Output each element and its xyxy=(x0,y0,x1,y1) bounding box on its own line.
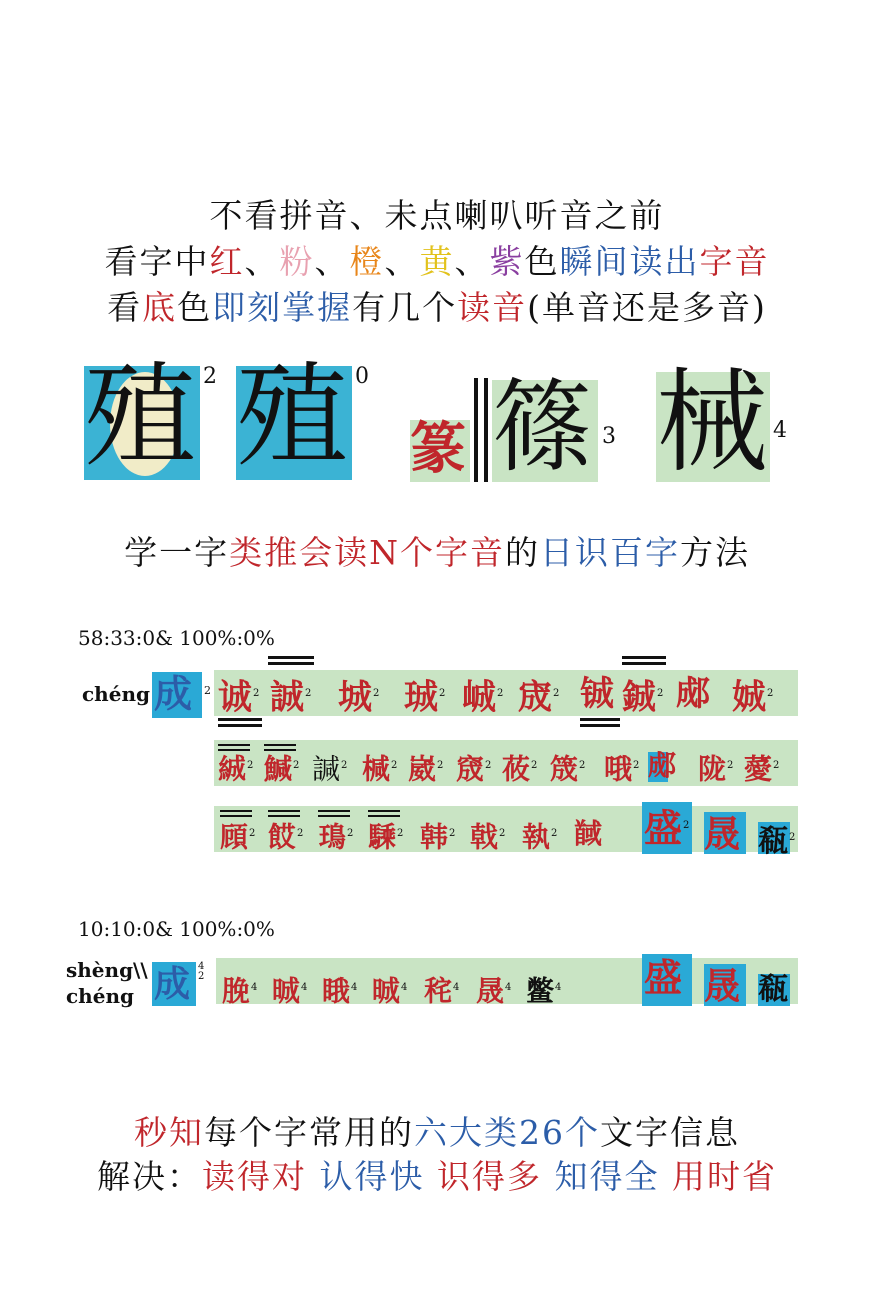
char-glyph: 絾 xyxy=(218,752,247,786)
blue-word: 日识百字 xyxy=(539,533,680,572)
char-glyph: 韩 xyxy=(420,820,449,854)
blue-word: 知得全 xyxy=(554,1157,660,1196)
group1-pinyin: chéng xyxy=(82,682,150,706)
char-glyph: 瓻 xyxy=(758,972,788,1007)
char-glyph: 鳿 xyxy=(318,820,347,854)
mark-3: 3 xyxy=(602,424,616,449)
char-glyph: 诚 xyxy=(218,677,252,718)
char xyxy=(644,804,689,851)
sep: 、 xyxy=(314,242,350,281)
text: 文字信息 xyxy=(600,1113,740,1152)
char-glyph: 晟 xyxy=(704,965,741,1007)
text: 色 xyxy=(524,242,560,281)
char xyxy=(758,968,788,1012)
text: 有几个 xyxy=(352,288,458,327)
char-glyph: 睋 xyxy=(322,974,351,1008)
char-glyph: 晟 xyxy=(704,813,741,855)
char-mark: 2 xyxy=(391,760,398,771)
blue-word: 认得快 xyxy=(319,1157,425,1196)
char-glyph: 城 xyxy=(338,677,372,718)
char-mark: 2 xyxy=(683,820,690,831)
char xyxy=(456,744,491,791)
char xyxy=(698,744,733,791)
overline xyxy=(268,662,314,665)
overline xyxy=(622,656,666,659)
char-mark: 2 xyxy=(297,828,304,839)
char xyxy=(424,966,459,1013)
divider-bar xyxy=(484,378,488,482)
char-mark: 2 xyxy=(789,832,796,843)
overline xyxy=(622,662,666,665)
char-glyph: 頋 xyxy=(220,820,249,854)
group2-pinyin-2: chéng xyxy=(66,984,134,1008)
char xyxy=(604,744,639,791)
char-glyph: 薆 xyxy=(744,752,773,786)
red-word: 读得对 xyxy=(202,1157,307,1196)
char-mark: 2 xyxy=(551,828,558,839)
overline xyxy=(218,724,262,727)
char-glyph: 瓻 xyxy=(758,824,788,859)
char xyxy=(732,672,773,719)
char-mark: 2 xyxy=(499,828,506,839)
char-mark: 2 xyxy=(727,760,734,771)
yellow-word: 黄 xyxy=(419,242,455,281)
orange-word: 橙 xyxy=(349,242,385,281)
char-glyph: 椷 xyxy=(362,752,391,786)
char-mark: 2 xyxy=(767,688,774,699)
char-mark: 2 xyxy=(347,828,354,839)
char-glyph: 鰔 xyxy=(264,752,293,786)
char-glyph: 餀 xyxy=(268,820,297,854)
char-mark: 4 xyxy=(505,982,512,993)
red-word: 红 xyxy=(209,242,245,281)
char-glyph: 晠 xyxy=(272,974,301,1008)
footer-line-1 xyxy=(0,1107,874,1154)
group1-head-mark: 2 xyxy=(204,684,211,697)
red-word: 识得多 xyxy=(437,1157,542,1196)
group2-head-marks xyxy=(198,962,204,982)
group2-stats: 10:10:0& 100%:0% xyxy=(78,917,275,941)
big-char-4: 械 xyxy=(656,358,768,488)
char-mark: 2 xyxy=(439,688,446,699)
text: 看字中 xyxy=(104,242,210,281)
char-mark: 2 xyxy=(249,828,256,839)
big-char-1: 殖 xyxy=(84,352,196,482)
red-word: 用时省 xyxy=(672,1157,777,1196)
sep: 、 xyxy=(384,242,420,281)
char-mark: 2 xyxy=(341,760,348,771)
divider-bar xyxy=(474,378,478,482)
char xyxy=(644,956,682,1000)
char-glyph: 鳖 xyxy=(526,974,555,1008)
char xyxy=(264,744,299,791)
char xyxy=(220,812,255,859)
char-mark: 2 xyxy=(449,828,456,839)
char-glyph: 盛 xyxy=(644,955,683,1000)
char-mark: 2 xyxy=(633,760,640,771)
pink-word: 粉 xyxy=(279,242,315,281)
char xyxy=(648,744,676,788)
red-word: 字音 xyxy=(699,242,770,281)
char-glyph: 晠 xyxy=(372,974,401,1008)
char xyxy=(462,672,503,719)
char xyxy=(518,672,559,719)
char xyxy=(676,672,710,716)
intro-line-2 xyxy=(0,236,874,283)
char xyxy=(744,744,779,791)
char-glyph: 戟 xyxy=(470,820,499,854)
char-mark: 2 xyxy=(579,760,586,771)
small-char: 篆 xyxy=(410,416,466,482)
overline xyxy=(268,656,314,659)
char xyxy=(550,744,585,791)
char-glyph: 脕 xyxy=(222,974,251,1008)
char-glyph: 秺 xyxy=(424,974,453,1008)
mark-bottom: 2 xyxy=(198,971,205,982)
char-glyph: 峸 xyxy=(462,677,496,718)
char xyxy=(704,964,740,1008)
char xyxy=(322,966,357,1013)
group1-stats: 58:33:0& 100%:0% xyxy=(78,626,275,650)
text: (单音还是多音) xyxy=(527,288,767,327)
char xyxy=(470,812,505,859)
text: 每个字常用的 xyxy=(204,1113,414,1152)
char-glyph: 窚 xyxy=(456,752,485,786)
big-char-3: 篠 xyxy=(492,369,592,486)
char xyxy=(318,812,353,859)
red-word: 秒知 xyxy=(134,1113,204,1152)
char-glyph: 馘 xyxy=(574,817,603,850)
char-glyph: 陇 xyxy=(698,752,727,786)
char-mark: 4 xyxy=(251,982,258,993)
char xyxy=(222,966,257,1013)
blue-word: 即刻掌握 xyxy=(212,288,353,327)
char-mark: 2 xyxy=(253,688,260,699)
purple-word: 紫 xyxy=(489,242,525,281)
char xyxy=(368,812,403,859)
char-glyph: 諴 xyxy=(312,752,341,786)
char-mark: 4 xyxy=(555,982,562,993)
sep: 、 xyxy=(244,242,280,281)
char xyxy=(476,966,511,1013)
char-glyph: 莜 xyxy=(502,752,531,786)
char-glyph: 珹 xyxy=(404,677,438,718)
overline xyxy=(580,718,620,721)
char xyxy=(522,812,557,859)
char xyxy=(270,672,311,719)
char xyxy=(218,672,259,719)
char-mark: 2 xyxy=(373,688,380,699)
char-glyph: 騬 xyxy=(368,820,397,854)
char-mark: 2 xyxy=(305,688,312,699)
char-mark: 2 xyxy=(397,828,404,839)
mark-top: 4 xyxy=(198,961,205,972)
char-mark: 2 xyxy=(293,760,300,771)
char xyxy=(362,744,397,791)
red-word: 底 xyxy=(142,288,178,327)
overline xyxy=(580,724,620,727)
char-glyph: 鋮 xyxy=(622,677,656,718)
text: 解决： xyxy=(97,1157,202,1196)
big-char-2: 殖 xyxy=(236,352,348,482)
footer-line-2 xyxy=(0,1151,874,1198)
red-word: 类推会读N个字音 xyxy=(229,533,505,572)
text: 方法 xyxy=(679,533,750,572)
text: 色 xyxy=(177,288,213,327)
char-mark: 2 xyxy=(485,760,492,771)
char xyxy=(338,672,379,719)
char-glyph: 娍 xyxy=(732,677,766,718)
mark-2: 0 xyxy=(355,364,369,389)
char xyxy=(574,812,602,856)
red-word: 读音 xyxy=(457,288,528,327)
char xyxy=(372,966,407,1013)
char-mark: 2 xyxy=(773,760,780,771)
char-mark: 2 xyxy=(437,760,444,771)
char-mark: 4 xyxy=(351,982,358,993)
char-mark: 2 xyxy=(657,688,664,699)
char-glyph: 铖 xyxy=(580,674,614,714)
group2-head-char: 成 xyxy=(154,963,191,1005)
char-glyph: 誠 xyxy=(270,677,304,718)
char xyxy=(312,744,347,791)
char xyxy=(404,672,445,719)
intro-line-3 xyxy=(0,282,874,329)
text: 看 xyxy=(107,288,143,327)
char xyxy=(218,744,253,791)
char-mark: 2 xyxy=(497,688,504,699)
char xyxy=(622,672,663,719)
char-mark: 4 xyxy=(301,982,308,993)
char-glyph: 哦 xyxy=(604,752,633,786)
char-mark: 4 xyxy=(453,982,460,993)
char xyxy=(420,812,455,859)
char xyxy=(526,966,561,1013)
blue-word: 六大类26个 xyxy=(414,1113,600,1152)
mark-1: 2 xyxy=(203,364,217,389)
blue-word: 瞬间读出 xyxy=(559,242,700,281)
char xyxy=(502,744,537,791)
char-glyph: 執 xyxy=(522,820,551,854)
char-glyph: 晟 xyxy=(476,974,505,1008)
char xyxy=(580,672,614,716)
char xyxy=(704,812,740,856)
char-glyph: 筬 xyxy=(550,752,579,786)
char-glyph: 宬 xyxy=(518,677,552,718)
intro-line-1: 不看拼音、未点喇叭听音之前 xyxy=(209,196,665,235)
char xyxy=(758,816,795,864)
char xyxy=(408,744,443,791)
char-glyph: 盛 xyxy=(644,805,683,851)
char-glyph: 崴 xyxy=(408,752,437,786)
char xyxy=(268,812,303,859)
char xyxy=(272,966,307,1013)
sep: 、 xyxy=(454,242,490,281)
method-line xyxy=(0,527,874,574)
char-mark: 2 xyxy=(531,760,538,771)
char-glyph: 郕 xyxy=(648,749,677,782)
char-mark: 4 xyxy=(401,982,408,993)
mark-4: 4 xyxy=(773,418,787,443)
text: 学一字 xyxy=(124,533,230,572)
char-mark: 2 xyxy=(553,688,560,699)
char-glyph: 郕 xyxy=(676,674,710,714)
char-mark: 2 xyxy=(247,760,254,771)
group2-pinyin-1: shèng\\ xyxy=(66,958,148,982)
text: 的 xyxy=(504,533,540,572)
group1-head-char: 成 xyxy=(154,671,193,716)
